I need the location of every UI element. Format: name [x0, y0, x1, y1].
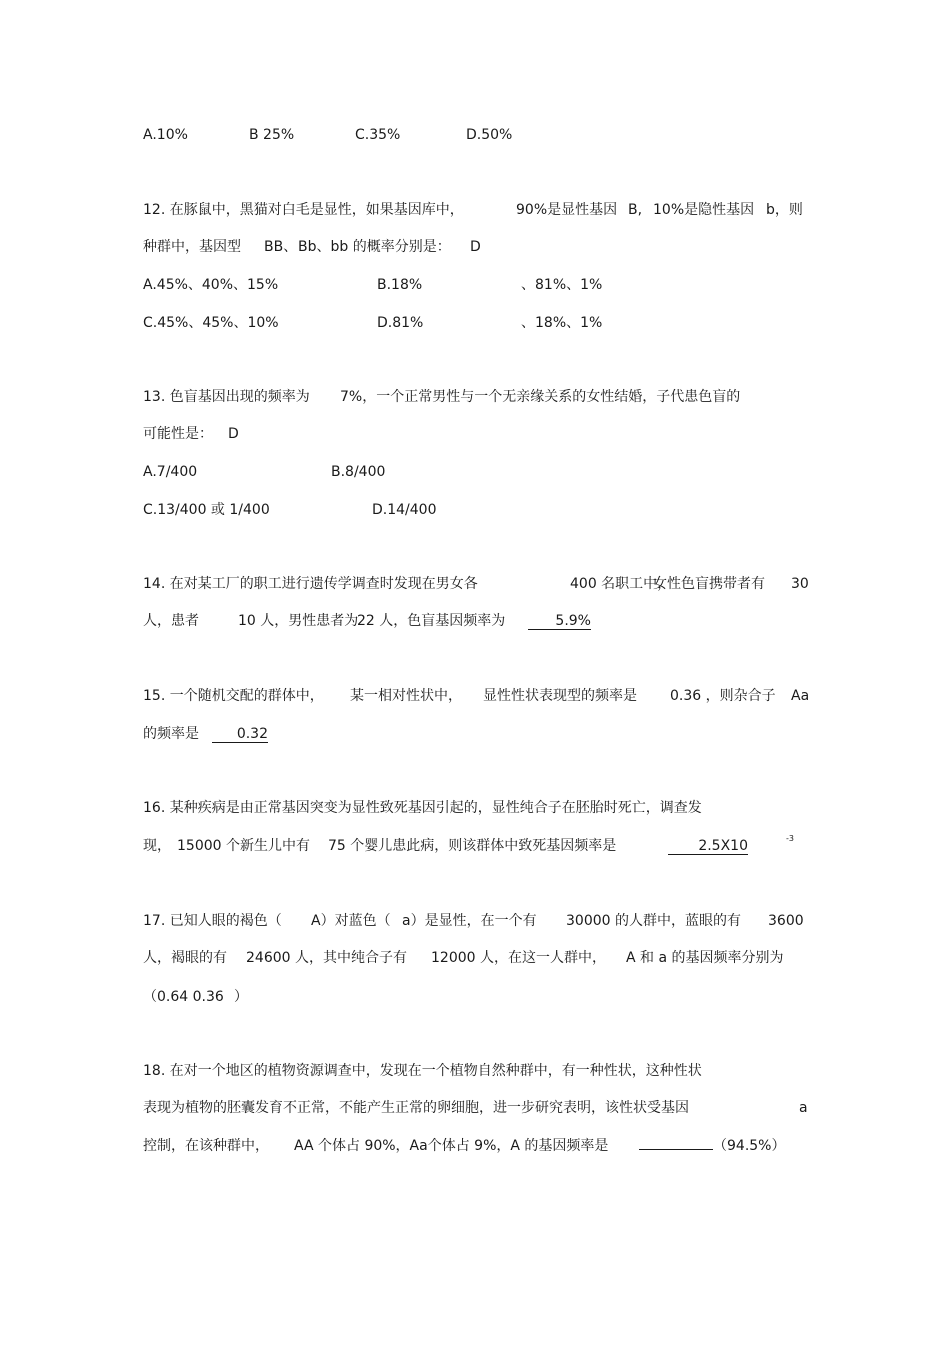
q12-option-d-rest: 、18%、1% [521, 315, 603, 331]
q13-option-c: C.13/400 或 1/400 [143, 502, 270, 518]
q14-line2-b: 10 人，男性患者为 [238, 613, 359, 629]
q14-line1-b: 400 名职工中， [570, 576, 672, 592]
q15-line1-d: 0.36 ，则杂合子 [670, 688, 776, 704]
q16-answer-exponent: -3 [786, 834, 794, 843]
q15-answer: 0.32 [212, 726, 268, 743]
q12-line1-a: 12. 在豚鼠中，黑猫对白毛是显性，如果基因库中， [143, 202, 464, 218]
q17-line1-d: 30000 的人群中，蓝眼的有 [566, 913, 741, 929]
q12-line2-a: 种群中，基因型 [143, 239, 241, 255]
q12-line2-b: BB、 [264, 239, 298, 255]
q13-option-a: A.7/400 [143, 464, 198, 480]
q15-line2-a: 的频率是 [143, 726, 199, 742]
q12-option-b: B.18% [377, 277, 423, 293]
q14-line2-a: 人，患者 [143, 613, 199, 629]
q15-answer-blank [212, 725, 268, 743]
q12-line1-c: B, [628, 202, 643, 218]
q16-line2-a: 现， [143, 838, 171, 854]
q16-answer: 2.5X10 [668, 838, 748, 855]
q16-answer-blank [668, 837, 748, 855]
q12-line2-c: Bb、bb 的概率分别是： [298, 239, 451, 255]
q17-line2-c: 12000 人，在这一人群中， [431, 950, 606, 966]
q12-option-b-rest: 、81%、1% [521, 277, 603, 293]
q17-line1-c: a）是显性，在一个有 [402, 913, 537, 929]
q13-line1-a: 13. 色盲基因出现的频率为 [143, 389, 310, 405]
q11-option-b: B 25% [249, 127, 295, 143]
q14-line1-a: 14. 在对某工厂的职工进行遗传学调查时发现在男女各 [143, 576, 478, 592]
q14-line1-d: 30 [791, 576, 809, 592]
q17-line2-d: A 和 a 的基因频率分别为 [626, 950, 784, 966]
q11-option-a: A.10% [143, 127, 188, 143]
q13-option-b: B.8/400 [331, 464, 386, 480]
q15-line1-a: 15. 一个随机交配的群体中， [143, 688, 324, 704]
q15-line1-e: Aa [791, 688, 810, 704]
q14-line1-c: 女性色盲携带者有 [653, 576, 765, 592]
q11-option-d: D.50% [466, 127, 513, 143]
q16-line2-c: 75 个婴儿患此病，则该群体中致死基因频率是 [328, 838, 617, 854]
q14-answer: 5.9% [528, 613, 591, 630]
q16-line2-b: 15000 个新生儿中有 [177, 838, 310, 854]
q11-option-c: C.35% [355, 127, 401, 143]
q15-line1-b: 某一相对性状中， [350, 688, 462, 704]
q12-option-a: A.45%、40%、15% [143, 277, 279, 293]
q13-line1-b: 7%，一个正常男性与一个无亲缘关系的女性结婚，子代患色盲的 [340, 389, 741, 405]
q18-line3-a: 控制，在该种群中， [143, 1138, 269, 1154]
q18-line3-b: AA 个体占 90%，Aa个体占 9%，A 的基因频率是 [294, 1138, 609, 1154]
q15-line1-c: 显性性状表现型的频率是 [483, 688, 637, 704]
q14-line2-c: 22 人，色盲基因频率为 [357, 613, 506, 629]
q17-line1-b: A）对蓝色（ [311, 913, 391, 929]
q12-line1-b: 90%是显性基因 [516, 202, 618, 218]
q18-answer-blank [639, 1137, 785, 1155]
q18-line2-a: 表现为植物的胚囊发育不正常，不能产生正常的卵细胞，进一步研究表明，该性状受基因 [143, 1100, 689, 1116]
q17-line2-a: 人，褐眼的有 [143, 950, 227, 966]
q12-line1-d: 10%是隐性基因 [653, 202, 755, 218]
q14-answer-blank [528, 612, 591, 630]
q18-answer: （94.5%） [713, 1138, 786, 1154]
q13-option-d: D.14/400 [372, 502, 437, 518]
q16-line1: 16. 某种疾病是由正常基因突变为显性致死基因引起的，显性纯合子在胚胎时死亡，调查发 [143, 800, 702, 816]
q17-line2-b: 24600 人，其中纯合子有 [246, 950, 407, 966]
q13-answer: D [228, 426, 239, 442]
q18-blank-line [639, 1149, 713, 1150]
q13-line2-a: 可能性是： [143, 426, 213, 442]
q18-line1: 18. 在对一个地区的植物资源调查中，发现在一个植物自然种群中，有一种性状，这种性状 [143, 1063, 702, 1079]
q17-line1-a: 17. 已知人眼的褐色（ [143, 913, 282, 929]
q12-option-d: D.81% [377, 315, 424, 331]
q18-line2-b: a [799, 1100, 808, 1116]
q17-line1-e: 3600 [768, 913, 804, 929]
q17-answer-close: ） [234, 989, 248, 1005]
q17-answer: （0.64 0.36 [143, 989, 224, 1005]
q12-answer: D [470, 239, 481, 255]
q12-line1-e: b，则 [766, 202, 803, 218]
q12-option-c: C.45%、45%、10% [143, 315, 279, 331]
